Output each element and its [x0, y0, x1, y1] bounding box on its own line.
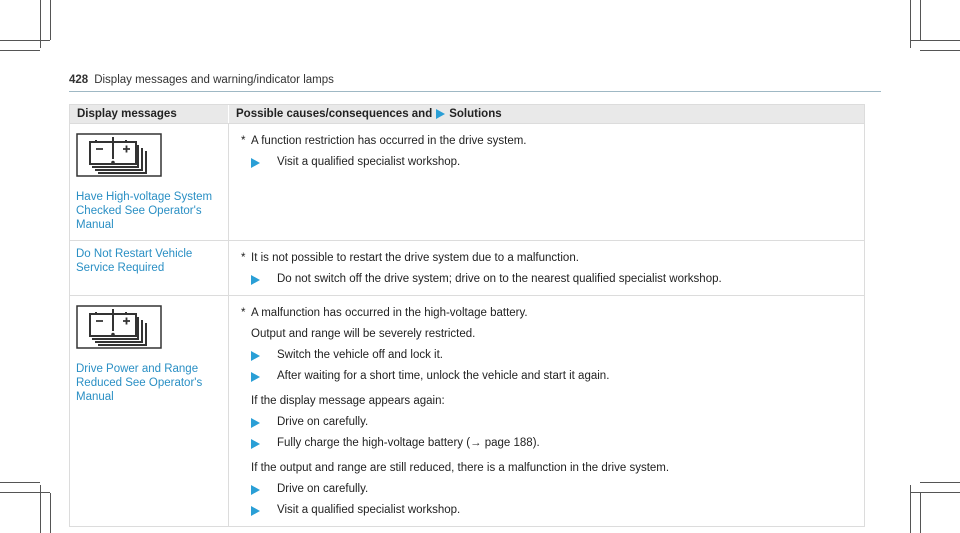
info-text: If the display message appears again: — [251, 395, 445, 407]
display-message: Drive Power and Range Reduced See Operator's Manual — [76, 363, 203, 403]
causes-cell — [229, 241, 864, 295]
crop-mark — [0, 40, 50, 41]
info-text: Output and range will be severely restricted. — [251, 328, 476, 340]
solution-step — [251, 415, 852, 430]
column-header-messages: Display messages — [70, 105, 229, 123]
display-message: Do Not Restart Vehicle Service Required — [76, 248, 193, 274]
solution-arrow-icon — [251, 506, 260, 516]
step-label: Do not switch off the drive system; drive on to the nearest qualified specialist workshop. — [277, 273, 722, 285]
cause-label: It is not possible to restart the drive system due to a malfunction. — [251, 252, 579, 264]
asterisk: * — [241, 307, 246, 319]
step-label: Drive on carefully. — [277, 416, 369, 428]
solution-arrow-icon — [251, 372, 260, 382]
step-label: Switch the vehicle off and lock it. — [277, 349, 443, 361]
message-cell — [70, 296, 229, 526]
page-title: Display messages and warning/indicator lamps — [94, 74, 334, 86]
solution-arrow-icon — [251, 418, 260, 428]
crop-mark — [920, 482, 960, 483]
cause-text — [241, 251, 852, 266]
crop-mark — [50, 0, 51, 40]
battery-check-icon — [76, 305, 162, 349]
solution-arrow-icon — [251, 158, 260, 168]
column-header-solutions-label: Solutions — [449, 108, 502, 120]
page-header — [69, 74, 334, 86]
solution-step — [251, 272, 852, 287]
column-header-causes-label: Possible causes/consequences and — [236, 108, 433, 120]
step-label: Visit a qualified specialist workshop. — [277, 156, 461, 168]
column-header-causes — [229, 105, 864, 123]
solution-step — [251, 155, 852, 170]
table-row — [70, 295, 864, 526]
solution-arrow-icon — [251, 275, 260, 285]
crop-mark — [910, 492, 960, 493]
solution-step — [251, 369, 852, 384]
crop-mark — [920, 50, 960, 51]
header-rule — [69, 91, 881, 92]
solution-arrow-icon — [251, 351, 260, 361]
solution-arrow-icon — [251, 485, 260, 495]
message-cell — [70, 124, 229, 240]
crop-mark — [0, 482, 40, 483]
asterisk: * — [241, 252, 246, 264]
battery-check-icon — [76, 133, 162, 177]
crop-mark — [50, 493, 51, 533]
page-number: 428 — [69, 74, 89, 86]
cause-label: A function restriction has occurred in the drive system. — [251, 135, 527, 147]
step-label: Fully charge the high-voltage battery (→ page 188). — [277, 437, 540, 449]
step-label: Drive on carefully. — [277, 483, 369, 495]
step-label: After waiting for a short time, unlock the vehicle and start it again. — [277, 370, 610, 382]
causes-cell — [229, 296, 864, 526]
table-row — [70, 240, 864, 295]
cause-label: A malfunction has occurred in the high-voltage battery. — [251, 307, 528, 319]
solution-step — [251, 436, 852, 451]
step-label: Visit a qualified specialist workshop. — [277, 504, 461, 516]
display-messages-table — [69, 104, 865, 527]
crop-mark — [0, 492, 50, 493]
cause-text — [241, 134, 852, 149]
solution-arrow-icon — [251, 439, 260, 449]
table-row — [70, 123, 864, 240]
causes-cell — [229, 124, 864, 240]
table-header — [70, 105, 864, 123]
solution-arrow-icon — [436, 109, 445, 119]
crop-mark — [920, 0, 921, 40]
solution-step — [251, 482, 852, 497]
crop-mark — [910, 40, 960, 41]
solution-step — [251, 348, 852, 363]
message-cell — [70, 241, 229, 295]
solution-step — [251, 503, 852, 518]
crop-mark — [0, 50, 40, 51]
cause-text — [241, 306, 852, 321]
display-message: Have High-voltage System Checked See Operator's Manual — [76, 191, 213, 231]
asterisk: * — [241, 135, 246, 147]
crop-mark — [920, 493, 921, 533]
info-text: If the output and range are still reduced, there is a malfunction in the drive system. — [251, 462, 670, 474]
